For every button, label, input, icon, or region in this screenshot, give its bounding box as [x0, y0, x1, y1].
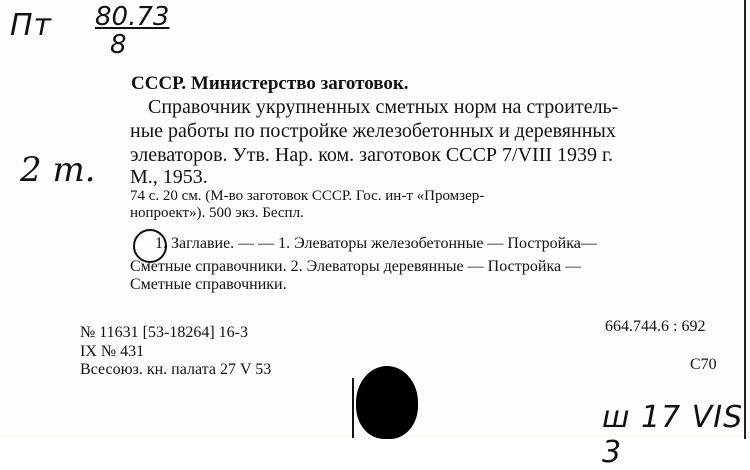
physical-description-line-2: нопроект»). 500 экз. Беспл.: [130, 205, 304, 221]
title-line-3: элеваторов. Утв. Нар. ком. заготовок СССР 7/VIII 1939 г.: [130, 144, 613, 166]
title-line-4: М., 1953.: [130, 166, 208, 188]
class-code: С70: [690, 356, 717, 373]
edition-number: IX № 431: [80, 343, 145, 360]
subject-line-2: Сметные справочники. 2. Элеваторы деревянные — Постройка —: [130, 258, 582, 275]
record-heading: СССР. Министерство заготовок.: [131, 73, 409, 94]
handwritten-signature: ш 17 VIS 3: [602, 400, 744, 470]
physical-description-line-1: 74 с. 20 см. (М-во заготовок СССР. Гос. ин-т «Промзер-: [130, 188, 485, 204]
udc-code: 664.744.6 : 692: [605, 318, 706, 335]
registry-number: № 11631 [53-18264] 16-3: [80, 324, 248, 341]
punch-hole: [356, 366, 418, 439]
subject-line-3: Сметные справочники.: [130, 276, 287, 293]
chamber-line: Всесоюз. кн. палата 27 V 53: [80, 361, 272, 378]
card-edge: [744, 0, 746, 439]
subject-line-1: 1. Заглавие. — — 1. Элеваторы железобетонные — Постройка—: [155, 235, 597, 252]
shelf-code-denominator: 8: [110, 30, 127, 60]
scratch-mark: [352, 378, 354, 438]
title-line-1: Справочник укрупненных сметных норм на строитель-: [148, 96, 619, 118]
shelf-code-prefix: Пт: [10, 8, 53, 43]
margin-note: 2 m.: [20, 150, 96, 190]
shelf-code-numerator: 80.73: [95, 2, 170, 32]
title-line-2: ные работы по постройке железобетонных и деревянных: [130, 120, 616, 142]
